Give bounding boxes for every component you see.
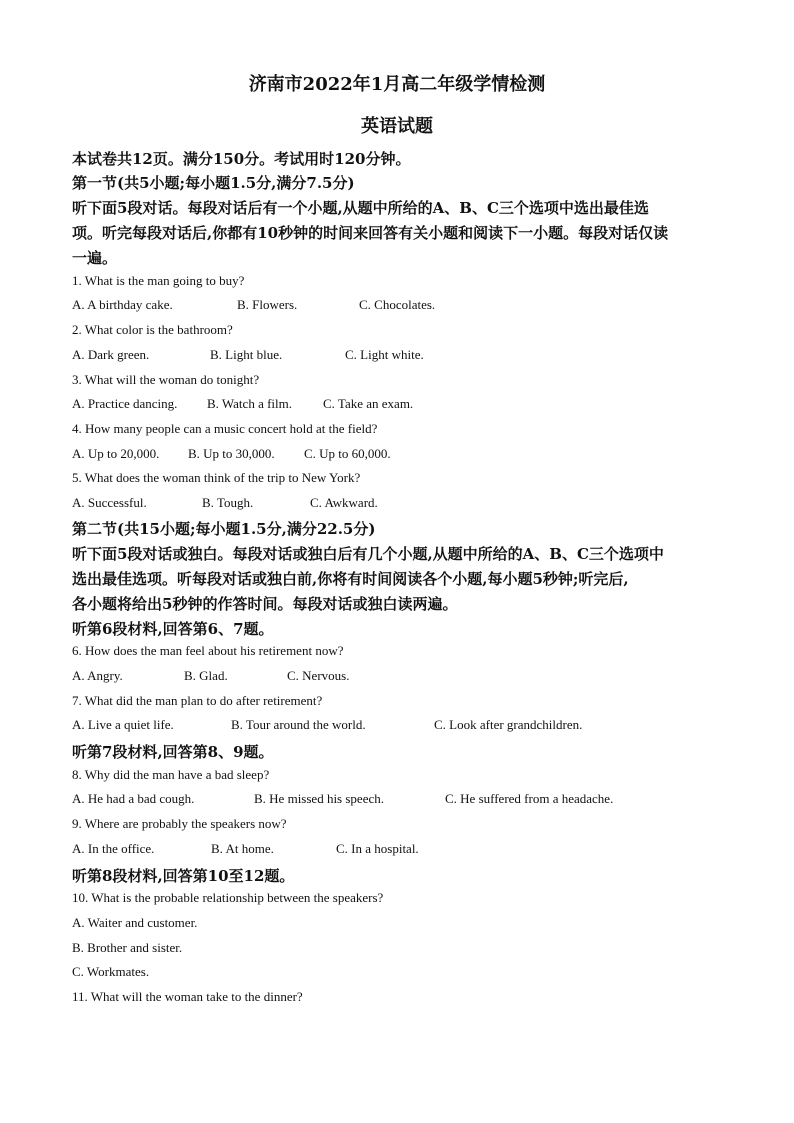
option-c: C. Take an exam.: [323, 396, 414, 411]
section1-instruction-line: 一遍。: [72, 249, 118, 267]
section2-instruction-line: 听下面5段对话或独白。每段对话或独白后有几个小题,从题中所给的A、B、C三个选项中: [72, 545, 664, 563]
option-b: B. Light blue.: [210, 347, 283, 362]
question-4: 4. How many people can a music concert hold at the field?: [72, 421, 378, 436]
section1-instruction-line: 项。听完每段对话后,你都有10秒钟的时间来回答有关小题和阅读下一小题。每段对话仅读: [72, 224, 669, 242]
option-c: C. Nervous.: [287, 668, 350, 683]
option-a: A. Practice dancing.: [72, 396, 178, 411]
section1-heading: 第一节(共5小题;每小题1.5分,满分7.5分): [72, 174, 355, 192]
option-b: B. Flowers.: [237, 297, 298, 312]
question-10-option-a: A. Waiter and customer.: [72, 915, 198, 930]
question-10-option-c: C. Workmates.: [72, 964, 150, 979]
option-c: C. Look after grandchildren.: [434, 717, 583, 732]
option-a: A. He had a bad cough.: [72, 791, 195, 806]
material-8-heading: 听第8段材料,回答第10至12题。: [72, 867, 295, 885]
question-10: 10. What is the probable relationship between the speakers?: [72, 890, 384, 905]
option-c: C. Chocolates.: [359, 297, 436, 312]
option-a: A. A birthday cake.: [72, 297, 173, 312]
section2-heading: 第二节(共15小题;每小题1.5分,满分22.5分): [72, 520, 376, 538]
option-b: B. He missed his speech.: [254, 791, 384, 806]
question-9: 9. Where are probably the speakers now?: [72, 816, 287, 831]
option-a: A. Successful.: [72, 495, 147, 510]
option-a: A. Angry.: [72, 668, 123, 683]
exam-intro: 本试卷共12页。满分150分。考试用时120分钟。: [72, 150, 411, 168]
question-11: 11. What will the woman take to the dinner?: [72, 989, 303, 1004]
option-c: C. In a hospital.: [336, 841, 419, 856]
material-7-heading: 听第7段材料,回答第8、9题。: [72, 743, 274, 761]
question-7: 7. What did the man plan to do after retirement?: [72, 693, 323, 708]
question-2: 2. What color is the bathroom?: [72, 322, 233, 337]
option-a: A. Live a quiet life.: [72, 717, 174, 732]
material-6-heading: 听第6段材料,回答第6、7题。: [72, 620, 274, 638]
option-a: A. In the office.: [72, 841, 155, 856]
question-5: 5. What does the woman think of the trip to New York?: [72, 470, 361, 485]
exam-subtitle: 英语试题: [361, 116, 433, 137]
question-1: 1. What is the man going to buy?: [72, 273, 245, 288]
question-3: 3. What will the woman do tonight?: [72, 372, 260, 387]
option-b: B. Tour around the world.: [231, 717, 366, 732]
option-a: A. Up to 20,000.: [72, 446, 160, 461]
option-c: C. He suffered from a headache.: [445, 791, 614, 806]
section2-instruction-line: 选出最佳选项。听每段对话或独白前,你将有时间阅读各个小题,每小题5秒钟;听完后,: [72, 570, 629, 588]
option-c: C. Awkward.: [310, 495, 378, 510]
option-b: B. At home.: [211, 841, 274, 856]
question-8: 8. Why did the man have a bad sleep?: [72, 767, 270, 782]
section2-instruction-line: 各小题将给出5秒钟的作答时间。每段对话或独白读两遍。: [72, 595, 458, 613]
option-b: B. Glad.: [184, 668, 228, 683]
option-c: C. Light white.: [345, 347, 424, 362]
exam-title: 济南市2022年1月高二年级学情检测: [248, 74, 546, 95]
option-b: B. Up to 30,000.: [188, 446, 275, 461]
question-10-option-b: B. Brother and sister.: [72, 940, 183, 955]
option-c: C. Up to 60,000.: [304, 446, 391, 461]
option-b: B. Watch a film.: [207, 396, 293, 411]
question-6: 6. How does the man feel about his retirement now?: [72, 643, 344, 658]
option-b: B. Tough.: [202, 495, 254, 510]
option-a: A. Dark green.: [72, 347, 150, 362]
section1-instruction-line: 听下面5段对话。每段对话后有一个小题,从题中所给的A、B、C三个选项中选出最佳选: [72, 199, 649, 217]
